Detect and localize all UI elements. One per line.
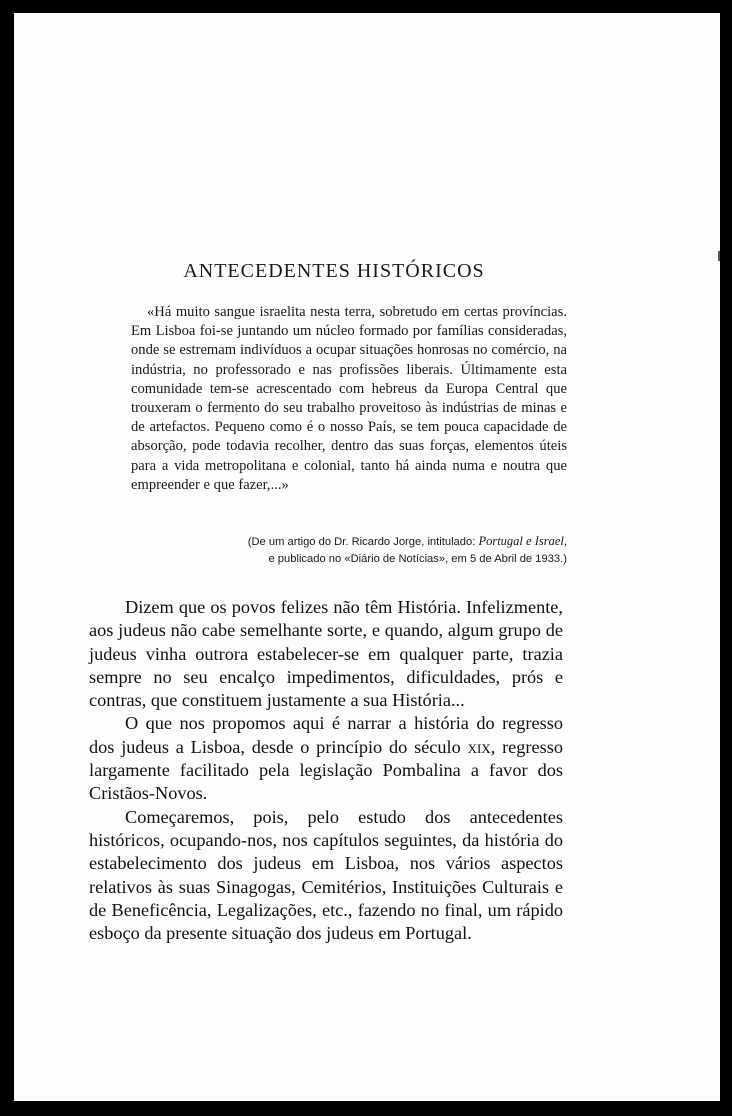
chapter-title: ANTECEDENTES HISTÓRICOS (183, 260, 485, 282)
citation-work-title: Portugal e Israel, (478, 534, 567, 548)
citation-prefix: (De um artigo do Dr. Ricardo Jorge, intitulado: (247, 536, 479, 548)
paragraph-2 (89, 712, 563, 805)
paragraph-1: Dizem que os povos felizes não têm História. Infelizmente, aos judeus não cabe semelhante sorte, e quando, algum grupo de judeus vinha outrora estabelecer-se em qualquer parte, trazia sempre no seu encalço impedimentos, dificuldades, prós e contras, que constituem justamente a sua História... (89, 597, 563, 711)
paragraph-3: Começaremos, pois, pelo estudo dos antecedentes históricos, ocupando-nos, nos capítulos seguintes, da história do estabelecimento dos judeus em Lisboa, nos vários aspectos relativos às suas Sinagogas, Cemitérios, Instituições Culturais e de Beneficência, Legalizações, etc., fazendo no final, um rápido esboço da presente situação dos judeus em Portugal. (89, 806, 563, 944)
epigraph-citation (126, 533, 567, 568)
citation-line-2: e publicado no «Diário de Notícias», em 5 de Abril de 1933.) (268, 553, 567, 565)
century-numeral: xix (467, 736, 491, 757)
paragraph-2-part-1: O que nos propomos aqui é narrar a história do regresso dos judeus a Lisboa, desde o princípio do século (89, 713, 563, 757)
epigraph-quote: «Há muito sangue israelita nesta terra, sobretudo em certas províncias. Em Lisboa foi-se juntando um núcleo formado por famílias consideradas, onde se estremam indivíduos a ocupar situações honrosas no comércio, na indústria, no professorado e nas profissões liberais. Últimamente esta comunidade tem-se acrescentado com hebreus da Europa Central que trouxeram o fermento do seu trabalho proveitoso às indústrias de minas e de artefactos. Pequeno como é o nosso País, se tem pouca capacidade de absorção, pode todavia recolher, dentro das suas forças, elementos úteis para a vida metropolitana e colonial, tanto há ainda numa e noutra que empreender e que fazer,...» (131, 304, 567, 493)
page (14, 13, 720, 1101)
body-text (89, 596, 563, 945)
paragraph-2-part-2: , regresso largamente facilitado pela legislação Pombalina a favor dos Cristãos-Novos. (89, 736, 563, 804)
scan-mark (718, 251, 720, 261)
